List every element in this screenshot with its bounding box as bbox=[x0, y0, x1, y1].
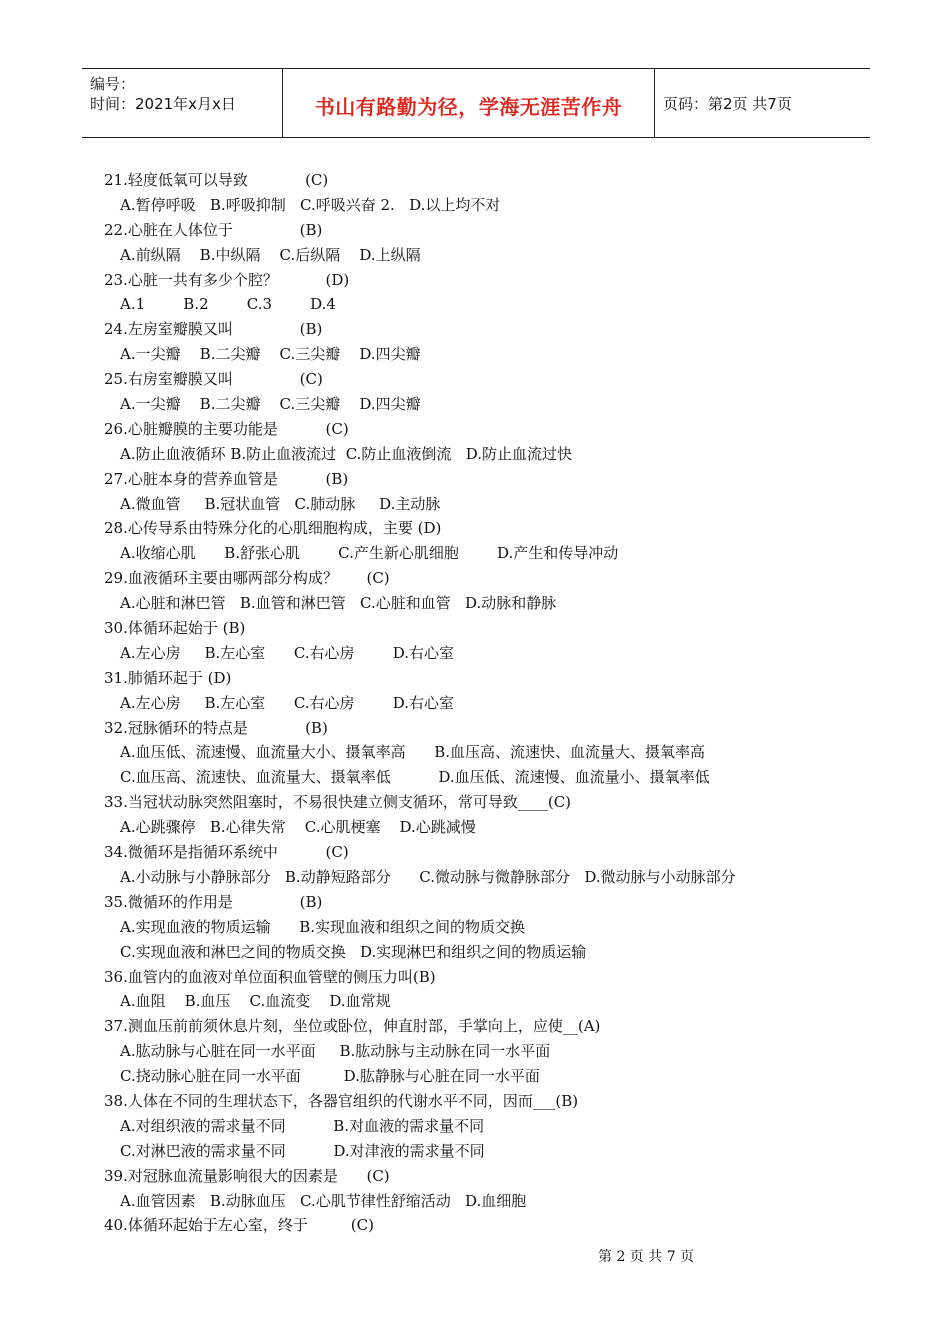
question-line: 21.轻度低氧可以导致 (C) bbox=[104, 171, 329, 189]
options-line: A.对组织液的需求量不同 B.对血液的需求量不同 bbox=[120, 1116, 485, 1135]
options-line: A.防止血液循环 B.防止血液流过 C.防止血液倒流 D.防止血流过快 bbox=[120, 444, 572, 463]
options-line: C.对淋巴液的需求量不同 D.对津液的需求量不同 bbox=[120, 1141, 485, 1160]
question-line: 30.体循环起始于 (B) bbox=[104, 619, 246, 638]
question-line: 32.冠脉循环的特点是 (B) bbox=[104, 718, 328, 737]
options-line: A.心脏和淋巴管 B.血管和淋巴管 C.心脏和血管 D.动脉和静脉 bbox=[120, 594, 557, 613]
question-line: 31.肺循环起于 (D) bbox=[104, 668, 232, 687]
options-line: A.1 B.2 C.3 D.4 bbox=[120, 295, 336, 314]
options-line: A.前纵隔 B.中纵隔 C.后纵隔 D.上纵隔 bbox=[120, 245, 421, 264]
header-motto-cell bbox=[283, 69, 655, 137]
number-label: 编号： bbox=[90, 75, 136, 93]
question-line: 28.心传导系由特殊分化的心肌细胞构成，主要 (D) bbox=[104, 519, 442, 538]
options-line: A.小动脉与小静脉部分 B.动静短路部分 C.微动脉与微静脉部分 D.微动脉与小动脉部分 bbox=[120, 867, 736, 886]
options-line: A.微血管 B.冠状血管 C.肺动脉 D.主动脉 bbox=[120, 494, 441, 513]
options-line: A.左心房 B.左心室 C.右心房 D.右心室 bbox=[120, 693, 454, 712]
options-line: C.挠动脉心脏在同一水平面 D.肱静脉与心脏在同一水平面 bbox=[120, 1067, 540, 1086]
question-line: 26.心脏瓣膜的主要功能是 (C) bbox=[104, 419, 349, 438]
options-line: C.实现血液和淋巴之间的物质交换 D.实现淋巴和组织之间的物质运输 bbox=[120, 942, 587, 961]
question-line: 35.微循环的作用是 (B) bbox=[104, 892, 323, 911]
page-header bbox=[82, 68, 870, 138]
question-line: 24.左房室瓣膜又叫 (B) bbox=[104, 320, 323, 339]
page-number-label: 页码：第2页 共7页 bbox=[663, 95, 792, 113]
question-line: 39.对冠脉血流量影响很大的因素是 (C) bbox=[104, 1166, 390, 1185]
page-footer: 第 2 页 共 7 页 bbox=[598, 1249, 695, 1265]
time-label: 时间：2021年x月x日 bbox=[90, 95, 236, 113]
options-line: A.血管因素 B.动脉血压 C.心肌节律性舒缩活动 D.血细胞 bbox=[120, 1191, 527, 1210]
options-line: C.血压高、流速快、血流量大、摄氧率低 D.血压低、流速慢、血流量小、摄氧率低 bbox=[120, 768, 710, 787]
header-page-cell bbox=[655, 69, 870, 137]
question-line: 29.血液循环主要由哪两部分构成？ (C) bbox=[104, 569, 390, 588]
question-line: 38.人体在不同的生理状态下，各器官组织的代谢水平不同，因而___(B) bbox=[104, 1091, 579, 1110]
header-info-cell bbox=[82, 69, 283, 137]
motto-text: 书山有路勤为径，学海无涯苦作舟 bbox=[314, 95, 623, 119]
options-line: A.收缩心肌 B.舒张心肌 C.产生新心肌细胞 D.产生和传导冲动 bbox=[120, 544, 619, 563]
question-line: 25.右房室瓣膜又叫 (C) bbox=[104, 370, 323, 389]
question-line: 34.微循环是指循环系统中 (C) bbox=[104, 843, 349, 862]
question-line: 22.心脏在人体位于 (B) bbox=[104, 220, 323, 239]
question-line: 40.体循环起始于左心室，终于 (C) bbox=[104, 1216, 374, 1235]
question-line: 27.心脏本身的营养血管是 (B) bbox=[104, 469, 349, 488]
question-line: 37.测血压前前须休息片刻，坐位或卧位，伸直肘部，手掌向上，应使__(A) bbox=[104, 1017, 601, 1036]
options-line: A.血阻 B.血压 C.血流变 D.血常规 bbox=[120, 992, 391, 1011]
question-line: 23.心脏一共有多少个腔？ (D) bbox=[104, 270, 350, 289]
options-line: A.一尖瓣 B.二尖瓣 C.三尖瓣 D.四尖瓣 bbox=[120, 395, 421, 414]
question-line: 36.血管内的血液对单位面积血管壁的侧压力叫(B) bbox=[104, 967, 436, 986]
question-line: 33.当冠状动脉突然阻塞时，不易很快建立侧支循环，常可导致____(C) bbox=[104, 793, 572, 812]
options-line: A.一尖瓣 B.二尖瓣 C.三尖瓣 D.四尖瓣 bbox=[120, 345, 421, 364]
options-line: A.暂停呼吸 B.呼吸抑制 C.呼吸兴奋 2. D.以上均不对 bbox=[120, 195, 501, 214]
options-line: A.肱动脉与心脏在同一水平面 B.肱动脉与主动脉在同一水平面 bbox=[120, 1042, 551, 1061]
options-line: A.实现血液的物质运输 B.实现血液和组织之间的物质交换 bbox=[120, 917, 526, 936]
options-line: A.左心房 B.左心室 C.右心房 D.右心室 bbox=[120, 643, 454, 662]
options-line: A.血压低、流速慢、血流量大小、摄氧率高 B.血压高、流速快、血流量大、摄氧率高 bbox=[120, 743, 706, 762]
options-line: A.心跳骤停 B.心律失常 C.心肌梗塞 D.心跳减慢 bbox=[120, 818, 476, 837]
question-list bbox=[104, 168, 844, 1238]
